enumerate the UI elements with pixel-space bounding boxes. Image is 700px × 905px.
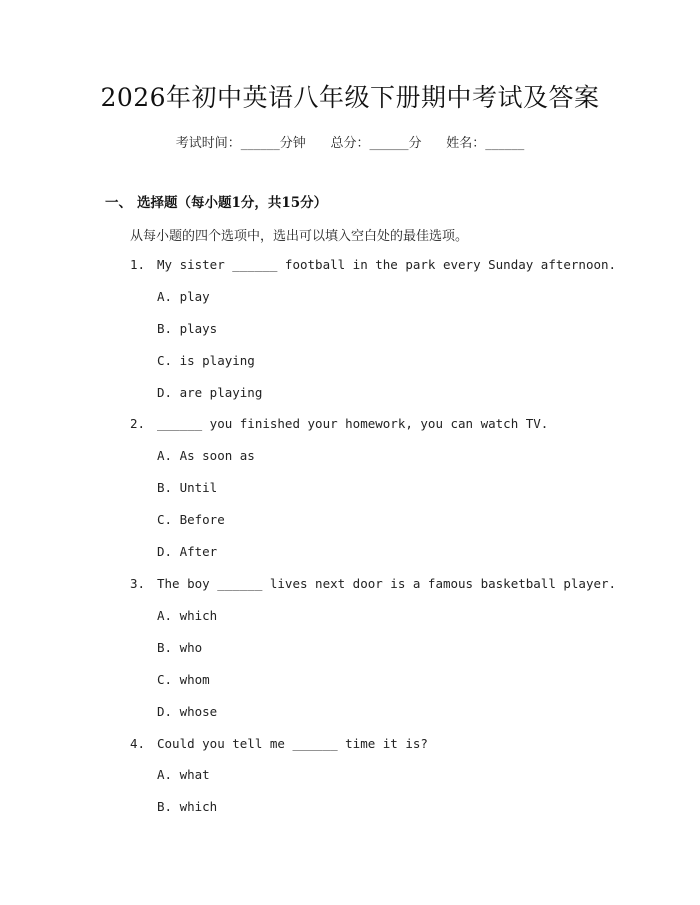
question-text: The boy ______ lives next door is a famous basketball player.	[157, 576, 617, 591]
question-text: Could you tell me ______ time it is?	[157, 736, 428, 751]
section-title: 选择题（每小题1分，共15分）	[137, 195, 328, 211]
exam-meta-line: 考试时间：______分钟 总分：______分 姓名：______	[175, 136, 525, 151]
section-instruction: 从每小题的四个选项中，选出可以填入空白处的最佳选项。	[130, 229, 469, 244]
question-number: 4.	[130, 736, 146, 751]
answer-option: B. who	[157, 640, 203, 655]
section-number: 一、	[105, 195, 132, 211]
answer-option: C. is playing	[157, 353, 255, 368]
question-number: 1.	[130, 257, 146, 272]
answer-option: D. After	[157, 544, 218, 559]
answer-option: A. play	[157, 289, 210, 304]
question-number: 2.	[130, 416, 146, 431]
answer-option: B. which	[157, 799, 218, 814]
answer-option: D. whose	[157, 704, 218, 719]
answer-option: B. Until	[157, 480, 218, 495]
answer-option: B. plays	[157, 321, 218, 336]
question-text: ______ you finished your homework, you can watch TV.	[157, 416, 549, 431]
document-title: 2026年初中英语八年级下册期中考试及答案	[100, 83, 600, 112]
answer-option: A. which	[157, 608, 218, 623]
answer-option: C. whom	[157, 672, 210, 687]
question-number: 3.	[130, 576, 146, 591]
question-text: My sister ______ football in the park every Sunday afternoon.	[157, 257, 617, 272]
answer-option: D. are playing	[157, 385, 263, 400]
answer-option: A. As soon as	[157, 448, 255, 463]
section-heading	[105, 191, 327, 211]
answer-option: C. Before	[157, 512, 225, 527]
answer-option: A. what	[157, 767, 210, 782]
